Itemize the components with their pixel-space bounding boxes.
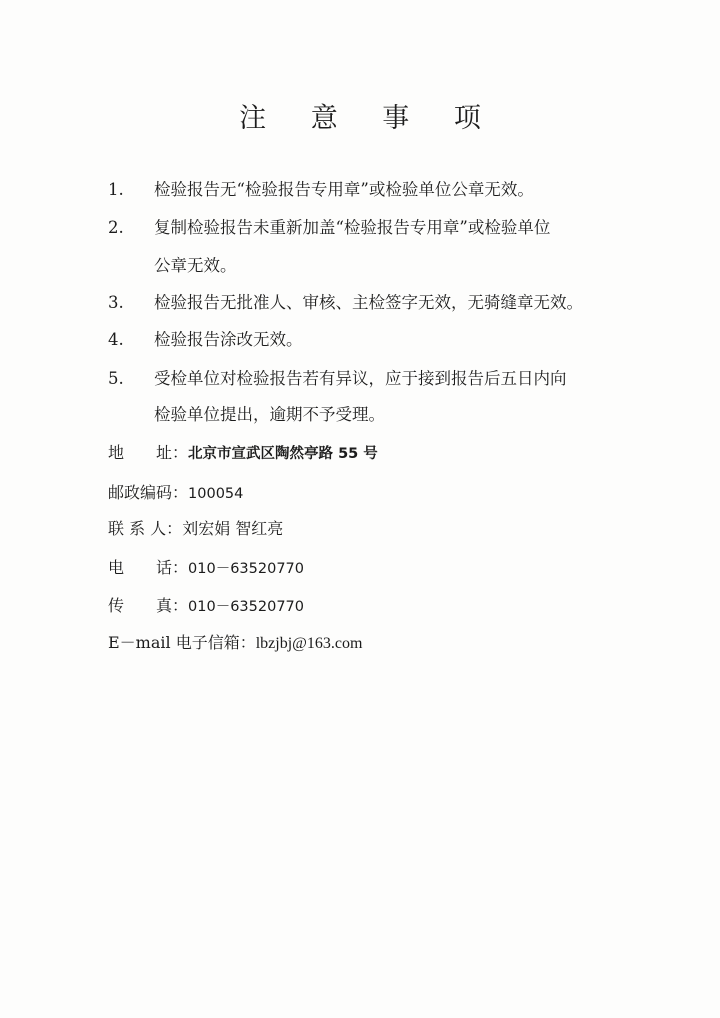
phone-value: 010－63520770	[188, 561, 304, 577]
email-label: E－mail 电子信箱：	[108, 633, 256, 652]
notice-number: 1.	[108, 180, 124, 199]
email-line	[108, 633, 362, 654]
fax-line	[108, 596, 304, 617]
notice-continuation: 检验单位提出，逾期不予受理。	[154, 405, 385, 424]
notice-number: 5.	[108, 369, 124, 388]
phone-line	[108, 558, 304, 579]
notice-text: 复制检验报告未重新加盖“检验报告专用章”或检验单位	[154, 218, 551, 237]
fax-value: 010－63520770	[188, 599, 304, 615]
email-value[interactable]: lbzjbj@163.com	[255, 635, 363, 652]
address-line	[108, 443, 378, 464]
notice-continuation: 公章无效。	[154, 256, 237, 275]
notice-text: 检验报告涂改无效。	[154, 330, 303, 349]
postcode-label: 邮政编码：	[108, 483, 189, 502]
address-value: 北京市宣武区陶然亭路 55 号	[188, 446, 378, 462]
contact-person-value: 刘宏娟 智红亮	[182, 519, 284, 538]
notice-number: 4.	[108, 330, 124, 349]
notice-text: 检验报告无“检验报告专用章”或检验单位公章无效。	[154, 180, 534, 199]
contact-person-label: 联 系 人：	[108, 519, 183, 538]
page-title: 注 意 事 项	[239, 103, 499, 134]
postcode-line	[108, 483, 243, 504]
postcode-value: 100054	[188, 486, 244, 502]
notice-text: 检验报告无批准人、审核、主检签字无效，无骑缝章无效。	[154, 293, 583, 312]
notice-number: 2.	[108, 218, 124, 237]
fax-label: 传 真：	[108, 596, 189, 615]
notice-text: 受检单位对检验报告若有异议，应于接到报告后五日内向	[154, 369, 567, 388]
address-label: 地 址：	[108, 443, 189, 462]
phone-label: 电 话：	[108, 558, 189, 577]
contact-person-line	[108, 519, 283, 539]
notice-number: 3.	[108, 293, 124, 312]
